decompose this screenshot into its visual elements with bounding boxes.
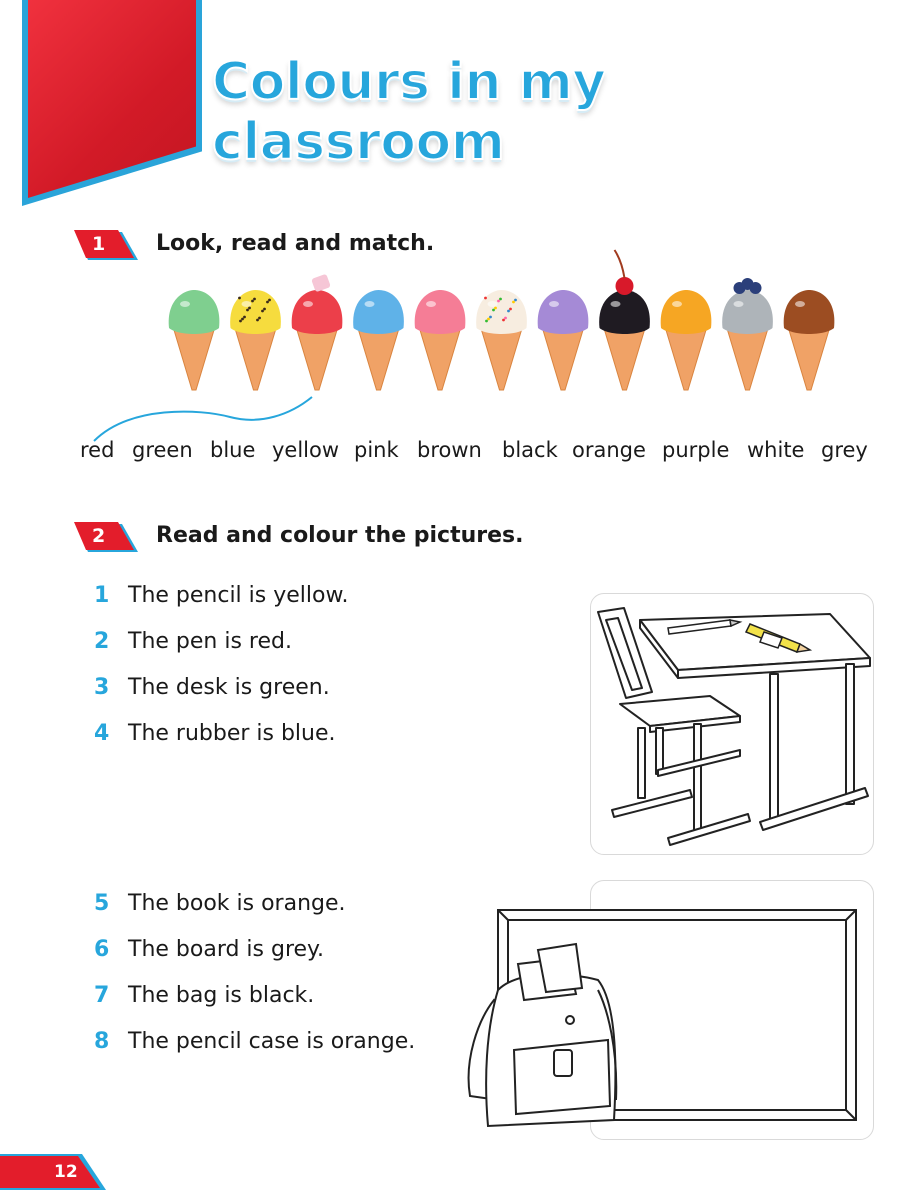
- colour-word-green[interactable]: green: [132, 438, 193, 462]
- colour-word-brown[interactable]: brown: [417, 438, 482, 462]
- colour-word-white[interactable]: white: [747, 438, 805, 462]
- ice-cream-red-marshmallow-scoop[interactable]: [292, 274, 343, 390]
- sentence-item: [94, 664, 348, 710]
- sentence-list-2: [94, 880, 415, 1064]
- ice-cream-purple-scoop[interactable]: [538, 290, 589, 390]
- sentence-number: 3: [94, 674, 110, 700]
- ice-cream-grey-blueberry-scoop[interactable]: [722, 278, 773, 390]
- sentence-list-1: [94, 572, 348, 756]
- ice-cream-orange-scoop[interactable]: [661, 290, 712, 390]
- colour-word-blue[interactable]: blue: [210, 438, 256, 462]
- sentence-text: The book is orange.: [128, 890, 346, 916]
- colour-word-grey[interactable]: grey: [821, 438, 868, 462]
- task-1-badge: [74, 230, 140, 262]
- task-2-instruction: Read and colour the pictures.: [156, 523, 524, 548]
- ice-cream-row: [158, 248, 838, 398]
- colour-word-row: [80, 438, 880, 468]
- sentence-number: 1: [94, 582, 110, 608]
- colour-word-pink[interactable]: pink: [354, 438, 399, 462]
- ice-cream-pink-scoop[interactable]: [415, 290, 466, 390]
- sentence-number: 4: [94, 720, 110, 746]
- sentence-text: The rubber is blue.: [128, 720, 336, 746]
- sentence-item: [94, 972, 415, 1018]
- corner-decoration: [28, 0, 196, 198]
- sentence-number: 7: [94, 982, 110, 1008]
- colour-word-yellow[interactable]: yellow: [272, 438, 340, 462]
- colour-word-red[interactable]: red: [80, 438, 115, 462]
- task-1-instruction: Look, read and match.: [156, 231, 435, 256]
- task-2-badge: [74, 522, 140, 554]
- task-2-number: 2: [92, 525, 106, 547]
- ice-cream-black-cherry-scoop[interactable]: [599, 250, 650, 390]
- sentence-item: [94, 572, 348, 618]
- sentence-text: The board is grey.: [128, 936, 324, 962]
- sentence-text: The pen is red.: [128, 628, 292, 654]
- sentence-text: The bag is black.: [128, 982, 315, 1008]
- ice-cream-yellow-chip-scoop[interactable]: [230, 290, 281, 390]
- sentence-text: The pencil case is orange.: [128, 1028, 416, 1054]
- sentence-item: [94, 710, 348, 756]
- sentence-item: [94, 926, 415, 972]
- sentence-text: The desk is green.: [128, 674, 330, 700]
- page-title: Colours in my classroom: [212, 52, 606, 172]
- sentence-item: [94, 618, 348, 664]
- desk-and-chair-drawing[interactable]: [590, 600, 880, 850]
- ice-cream-brown-scoop[interactable]: [784, 290, 835, 390]
- sentence-number: 2: [94, 628, 110, 654]
- sentence-number: 6: [94, 936, 110, 962]
- board-and-bag-drawing[interactable]: [458, 900, 878, 1140]
- task-1-number: 1: [92, 233, 106, 255]
- ice-cream-blue-scoop[interactable]: [353, 290, 404, 390]
- sentence-item: [94, 1018, 415, 1064]
- sentence-number: 5: [94, 890, 110, 916]
- ice-cream-white-sprinkle-scoop[interactable]: [476, 290, 527, 390]
- page-number-tab: [0, 1150, 112, 1194]
- colour-word-black[interactable]: black: [502, 438, 558, 462]
- ice-cream-green-scoop[interactable]: [169, 290, 220, 390]
- sentence-number: 8: [94, 1028, 110, 1054]
- sentence-text: The pencil is yellow.: [128, 582, 349, 608]
- colour-word-purple[interactable]: purple: [662, 438, 730, 462]
- colour-word-orange[interactable]: orange: [572, 438, 646, 462]
- page-number: 12: [54, 1162, 78, 1182]
- sentence-item: [94, 880, 415, 926]
